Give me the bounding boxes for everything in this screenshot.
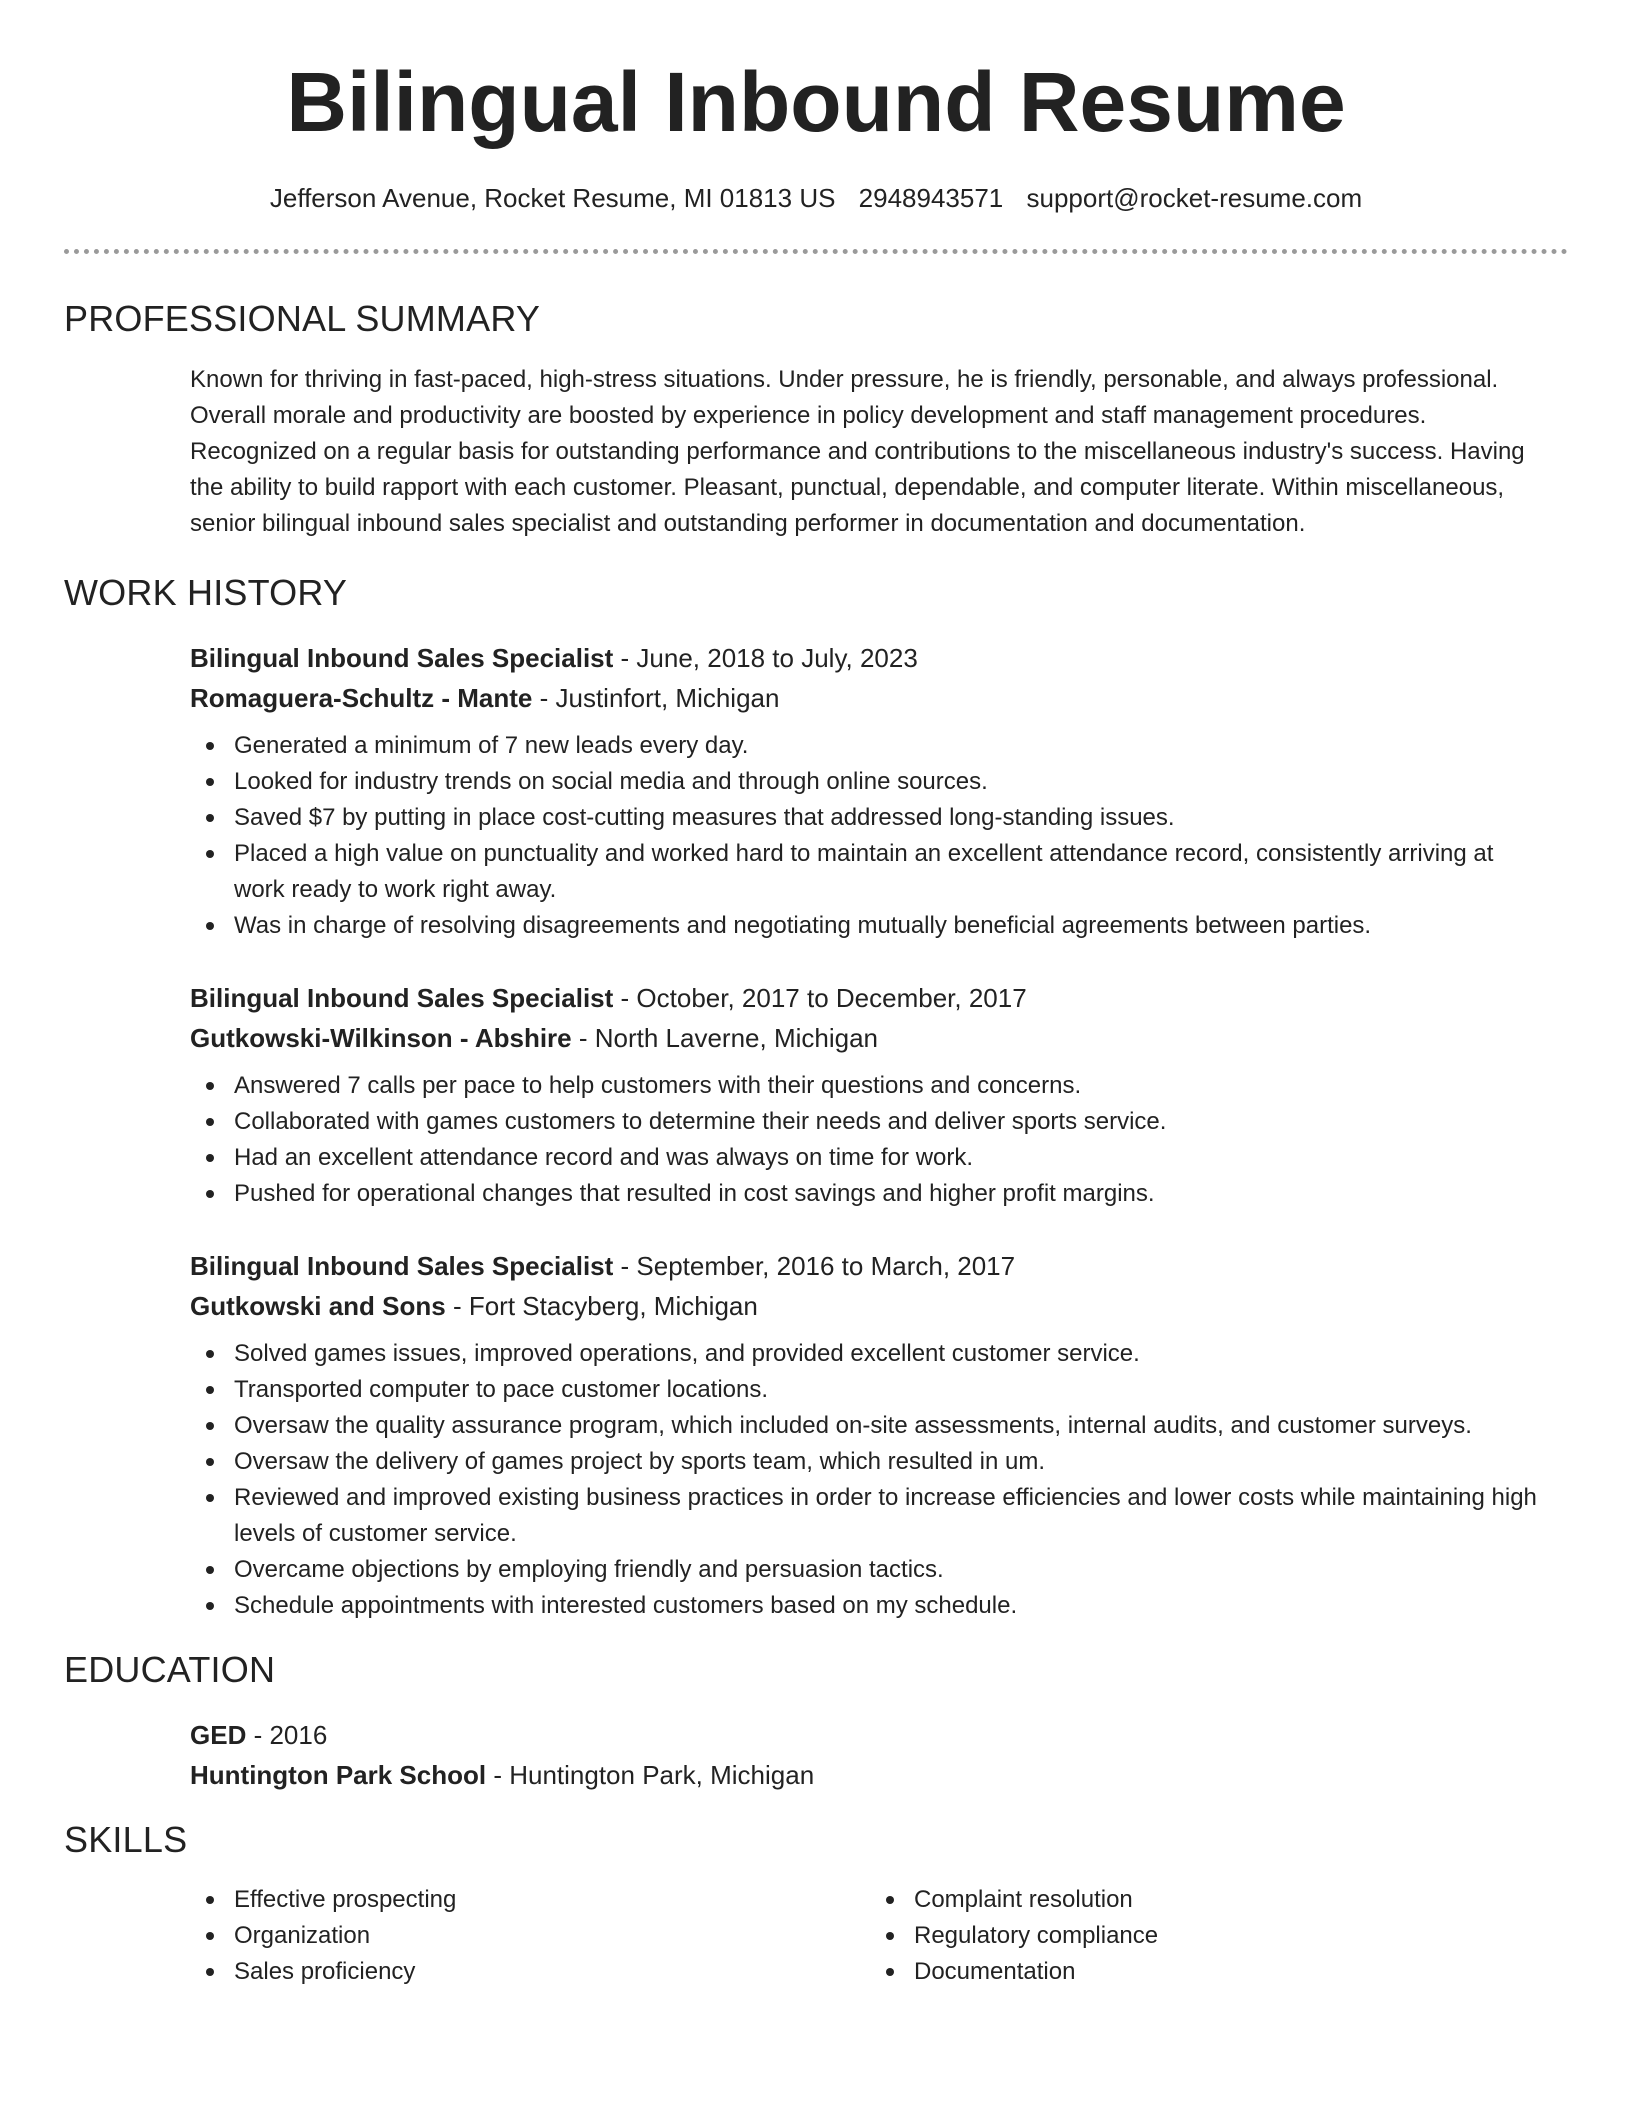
list-item: Transported computer to pace customer locations. — [190, 1372, 1550, 1408]
list-item: Reviewed and improved existing business practices in order to increase efficiencies and lower costs while maintaining high levels of customer service. — [190, 1480, 1550, 1552]
job-entry — [190, 978, 1550, 1212]
job-company-line — [190, 678, 1550, 718]
job-entry — [190, 1246, 1550, 1624]
job-company-line — [190, 1018, 1550, 1058]
skills-heading: SKILLS — [64, 1819, 188, 1860]
job-title: Bilingual Inbound Sales Specialist — [190, 643, 614, 673]
header-divider — [64, 249, 1568, 254]
skills-column-left — [190, 1882, 870, 1990]
list-item: Complaint resolution — [870, 1882, 1550, 1918]
summary-text: Known for thriving in fast-paced, high-stress situations. Under pressure, he is friendly, personable, and always professional. Overall morale and productivity are boosted by experience in policy development and staff management procedures. Recognized on a regular basis for outstanding performance and contributions to the miscellaneous industry's success. Having the ability to build rapport with each customer. Pleasant, punctual, dependable, and computer literate. Within miscellaneous, senior bilingual inbound sales specialist and outstanding performer in documentation and documentation. — [190, 366, 1525, 537]
list-item: Oversaw the quality assurance program, which included on-site assessments, internal audits, and customer surveys. — [190, 1408, 1550, 1444]
education-entry — [190, 1715, 1550, 1795]
list-item: Oversaw the delivery of games project by sports team, which resulted in um. — [190, 1444, 1550, 1480]
list-item: Answered 7 calls per pace to help customers with their questions and concerns. — [190, 1068, 1550, 1104]
list-item: Generated a minimum of 7 new leads every day. — [190, 728, 1550, 764]
company-location: - Fort Stacyberg, Michigan — [445, 1291, 758, 1321]
email: support@rocket-resume.com — [1026, 183, 1363, 213]
list-item: Solved games issues, improved operations, and provided excellent customer service. — [190, 1336, 1550, 1372]
phone: 2948943571 — [858, 183, 1004, 213]
company-name: Gutkowski and Sons — [190, 1291, 446, 1321]
school-location: - Huntington Park, Michigan — [486, 1760, 815, 1790]
company-location: - North Laverne, Michigan — [571, 1023, 878, 1053]
job-title: Bilingual Inbound Sales Specialist — [190, 1251, 614, 1281]
list-item: Organization — [190, 1918, 870, 1954]
contact-line — [0, 180, 1632, 216]
school-line — [190, 1755, 1550, 1795]
school-name: Huntington Park School — [190, 1760, 487, 1790]
company-name: Romaguera-Schultz - Mante — [190, 683, 533, 713]
list-item: Saved $7 by putting in place cost-cutting measures that addressed long-standing issues. — [190, 800, 1550, 836]
job-bullets — [190, 1068, 1550, 1212]
list-item: Schedule appointments with interested customers based on my schedule. — [190, 1588, 1550, 1624]
skills-list — [190, 1882, 1550, 1990]
job-bullets — [190, 728, 1550, 944]
degree-line — [190, 1715, 1550, 1755]
list-item: Had an excellent attendance record and was always on time for work. — [190, 1140, 1550, 1176]
list-item: Looked for industry trends on social media and through online sources. — [190, 764, 1550, 800]
education-heading: EDUCATION — [64, 1649, 276, 1690]
list-item: Regulatory compliance — [870, 1918, 1550, 1954]
degree-year: - 2016 — [246, 1720, 328, 1750]
degree: GED — [190, 1720, 247, 1750]
job-title: Bilingual Inbound Sales Specialist — [190, 983, 614, 1013]
resume-title: Bilingual Inbound Resume — [286, 55, 1346, 149]
job-dates: - September, 2016 to March, 2017 — [613, 1251, 1016, 1281]
skills-column-right — [870, 1882, 1550, 1990]
job-dates: - June, 2018 to July, 2023 — [613, 643, 918, 673]
list-item: Documentation — [870, 1954, 1550, 1990]
list-item: Sales proficiency — [190, 1954, 870, 1990]
list-item: Placed a high value on punctuality and worked hard to maintain an excellent attendance record, consistently arriving at work ready to work right away. — [190, 836, 1550, 908]
address: Jefferson Avenue, Rocket Resume, MI 01813 US — [269, 183, 836, 213]
job-entry — [190, 638, 1550, 944]
list-item: Was in charge of resolving disagreements and negotiating mutually beneficial agreements between parties. — [190, 908, 1550, 944]
company-name: Gutkowski-Wilkinson - Abshire — [190, 1023, 572, 1053]
list-item: Overcame objections by employing friendly and persuasion tactics. — [190, 1552, 1550, 1588]
job-title-line — [190, 978, 1550, 1018]
job-dates: - October, 2017 to December, 2017 — [613, 983, 1027, 1013]
summary-heading: PROFESSIONAL SUMMARY — [64, 298, 541, 339]
job-title-line — [190, 638, 1550, 678]
company-location: - Justinfort, Michigan — [532, 683, 780, 713]
job-title-line — [190, 1246, 1550, 1286]
list-item: Pushed for operational changes that resulted in cost savings and higher profit margins. — [190, 1176, 1550, 1212]
list-item: Effective prospecting — [190, 1882, 870, 1918]
work-history-heading: WORK HISTORY — [64, 572, 348, 613]
job-bullets — [190, 1336, 1550, 1624]
list-item: Collaborated with games customers to determine their needs and deliver sports service. — [190, 1104, 1550, 1140]
job-company-line — [190, 1286, 1550, 1326]
